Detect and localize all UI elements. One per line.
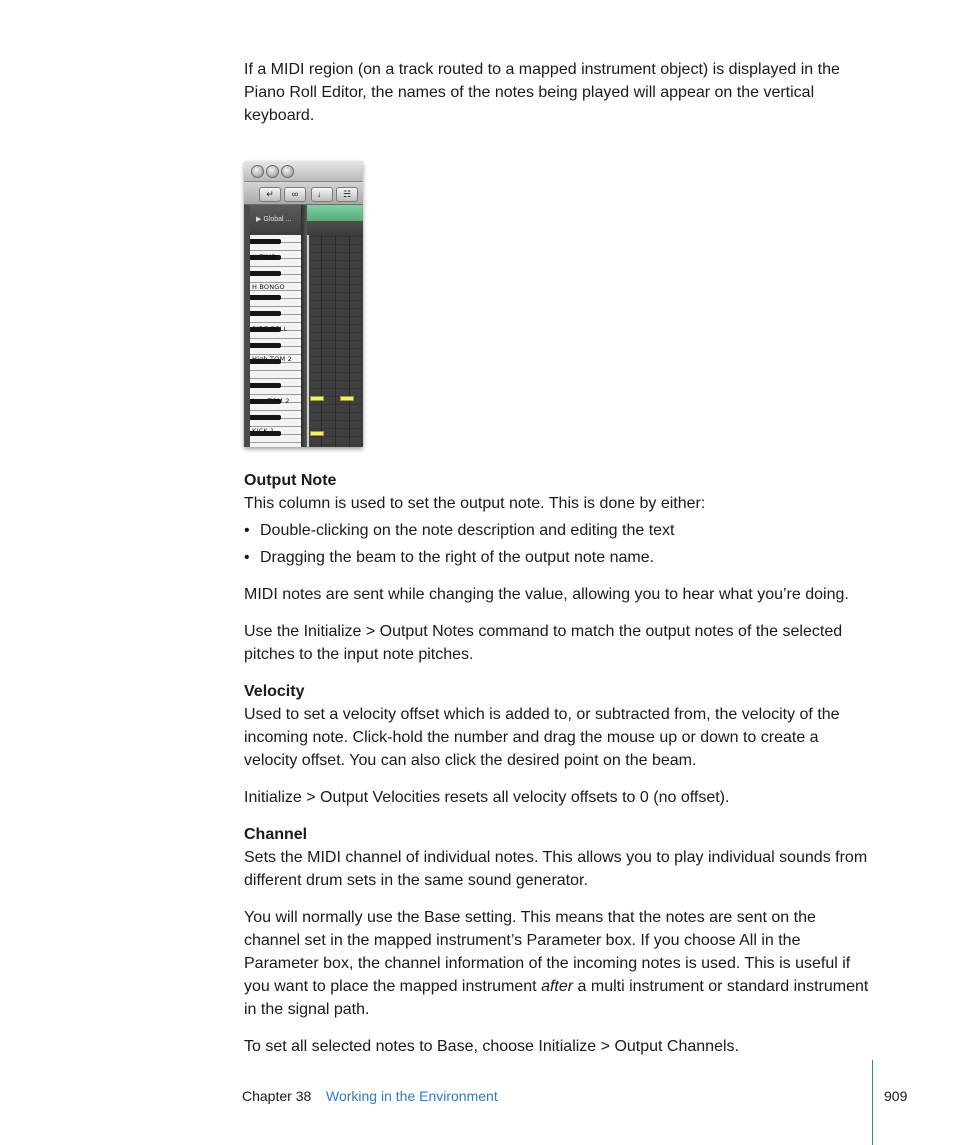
vertical-keyboard (250, 205, 301, 447)
heading-channel: Channel (244, 826, 308, 843)
chapter-number: Chapter 38 (242, 1088, 312, 1104)
heading-velocity: Velocity (244, 683, 305, 700)
output-note-bullets (244, 519, 874, 569)
piano-keys[interactable] (250, 235, 301, 447)
zoom-window-button[interactable] (281, 165, 294, 178)
midi-note-event[interactable] (310, 396, 324, 401)
midi-region-header[interactable] (307, 205, 363, 222)
output-note-paragraph-1: MIDI notes are sent while changing the value, allowing you to hear what you’re doing. (244, 586, 849, 603)
channel-paragraph-2 (244, 906, 874, 1021)
page-content (244, 58, 874, 1058)
editor-toolbar (244, 182, 363, 205)
minimize-window-button[interactable] (266, 165, 279, 178)
midi-note-event[interactable] (340, 396, 354, 401)
channel-paragraph-3: To set all selected notes to Base, choose Initialize > Output Channels. (244, 1038, 739, 1055)
note-label: High TOM 2 (252, 355, 292, 363)
output-note-paragraph-2: Use the Initialize > Output Notes command to match the output notes of the selected pitches to the input note pitches. (244, 623, 843, 663)
page-footer (242, 1088, 882, 1108)
window-titlebar (244, 161, 363, 182)
quantize-icon[interactable]: ♩ (311, 187, 333, 202)
channel-paragraph-2-start: You will normally use the Base setting. This means that the notes are sent on the channel set in the mapped instrument’s Parameter box. If you choose All in the Parameter box, the channel information of the incoming notes is used. This is useful if you want to place the mapped instrument (244, 909, 851, 995)
back-arrow-icon[interactable]: ↵ (259, 187, 281, 202)
note-label: KICK 1 (252, 427, 275, 435)
midi-note-event[interactable] (310, 431, 324, 436)
link-icon[interactable]: ∞ (284, 187, 306, 202)
note-label: Low TOM 2 (252, 397, 290, 405)
playhead[interactable] (307, 235, 309, 447)
chapter-title-link[interactable]: Working in the Environment (326, 1088, 498, 1104)
bar-ruler[interactable] (307, 221, 363, 235)
list-item: • Double-clicking on the note description and editing the text (244, 519, 874, 542)
midi-out-icon[interactable]: ☵ (336, 187, 358, 202)
list-item: • Dragging the beam to the right of the output note name. (244, 546, 874, 569)
heading-output-note: Output Note (244, 472, 337, 489)
footer-divider (872, 1060, 873, 1145)
channel-paragraph-1: Sets the MIDI channel of individual notes. This allows you to play individual sounds from different drum sets in the same sound generator. (244, 849, 868, 889)
intro-paragraph: If a MIDI region (on a track routed to a mapped instrument object) is displayed in the Piano Roll Editor, the names of the notes being played will appear on the vertical keyboard. (244, 61, 840, 124)
global-tracks-toggle[interactable]: ▶ Global ... (250, 205, 301, 235)
channel-paragraph-2-end: a multi instrument or standard instrument in the signal path. (244, 978, 869, 1018)
velocity-paragraph-1: Used to set a velocity offset which is added to, or subtracted from, the velocity of the incoming note. Click-hold the number and drag the mouse up or down to create a velocity offset. You can also click the desired point on the beam. (244, 706, 840, 769)
note-grid[interactable] (307, 205, 363, 447)
note-label: RIDE BELL (252, 325, 288, 333)
channel-paragraph-2-emphasis: after (541, 978, 574, 995)
velocity-paragraph-2: Initialize > Output Velocities resets all velocity offsets to 0 (no offset). (244, 789, 730, 806)
note-label: H TIMB (252, 253, 277, 261)
close-window-button[interactable] (251, 165, 264, 178)
note-label: H BONGO (252, 283, 285, 291)
piano-roll-screenshot (244, 161, 363, 447)
output-note-lead: This column is used to set the output note. This is done by either: (244, 495, 706, 512)
page-number: 909 (884, 1088, 908, 1104)
